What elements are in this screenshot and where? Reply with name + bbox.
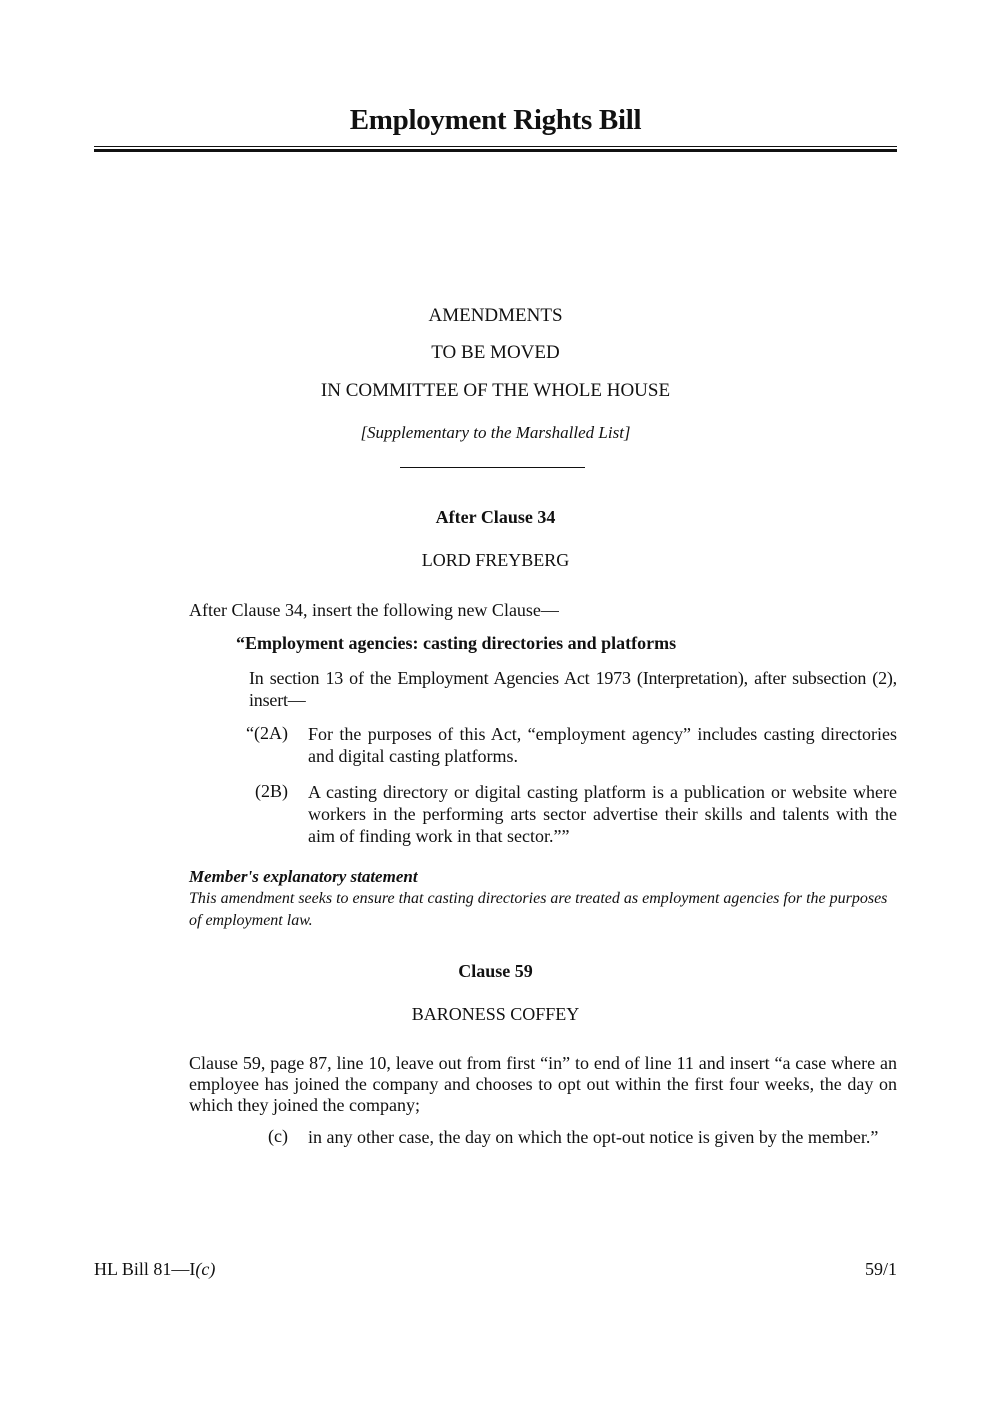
- preamble-line-1: AMENDMENTS: [428, 305, 563, 326]
- paragraph-c-label: (c): [268, 1126, 288, 1146]
- document-title: Employment Rights Bill: [349, 104, 642, 136]
- preamble-line-2: TO BE MOVED: [431, 342, 560, 363]
- page-reference: 59/1: [864, 1259, 897, 1279]
- subsection-2b-text: A casting directory or digital casting platform is a publication or website where workers in the performing arts sector advertise their skills and talents with the aim of finding work in that sector.””: [308, 782, 897, 846]
- preamble-line-3: IN COMMITTEE OF THE WHOLE HOUSE: [320, 380, 671, 401]
- amendment-1-mover: LORD FREYBERG: [421, 550, 570, 570]
- subsection-2b-label: (2B): [255, 781, 288, 801]
- preamble-note: [Supplementary to the Marshalled List]: [360, 423, 631, 442]
- amendment-2-mover: BARONESS COFFEY: [411, 1004, 580, 1024]
- amendment-2-heading: Clause 59: [458, 961, 533, 981]
- subsection-2a-text: For the purposes of this Act, “employment agency” includes casting directories and digital casting platforms.: [308, 724, 897, 766]
- paragraph-c-text: in any other case, the day on which the opt-out notice is given by the member.”: [308, 1127, 879, 1147]
- amendment-1-instruction: After Clause 34, insert the following new Clause—: [189, 600, 559, 620]
- new-clause-intro: In section 13 of the Employment Agencies Act 1973 (Interpretation), after subsection (2), insert—: [249, 668, 897, 710]
- explanatory-heading: Member's explanatory statement: [189, 867, 418, 886]
- bill-reference-suffix: (c): [195, 1259, 216, 1279]
- new-clause-title: “Employment agencies: casting directories and platforms: [236, 633, 677, 653]
- preamble-divider: [400, 467, 585, 468]
- bill-reference: [94, 1258, 215, 1280]
- amendment-1-heading: After Clause 34: [435, 507, 556, 527]
- explanatory-text: This amendment seeks to ensure that casting directories are treated as employment agencies for the purposes of employment law.: [189, 890, 888, 929]
- title-rule-thick: [94, 149, 897, 152]
- title-rule-thin: [94, 146, 897, 147]
- subsection-2a-label: “(2A): [246, 723, 288, 743]
- bill-reference-prefix: HL Bill 81—I: [94, 1259, 196, 1279]
- amendment-2-instruction: Clause 59, page 87, line 10, leave out from first “in” to end of line 11 and insert “a case where an employee has joined the company and chooses to opt out within the first four weeks, the day on which they joined the company;: [189, 1053, 897, 1115]
